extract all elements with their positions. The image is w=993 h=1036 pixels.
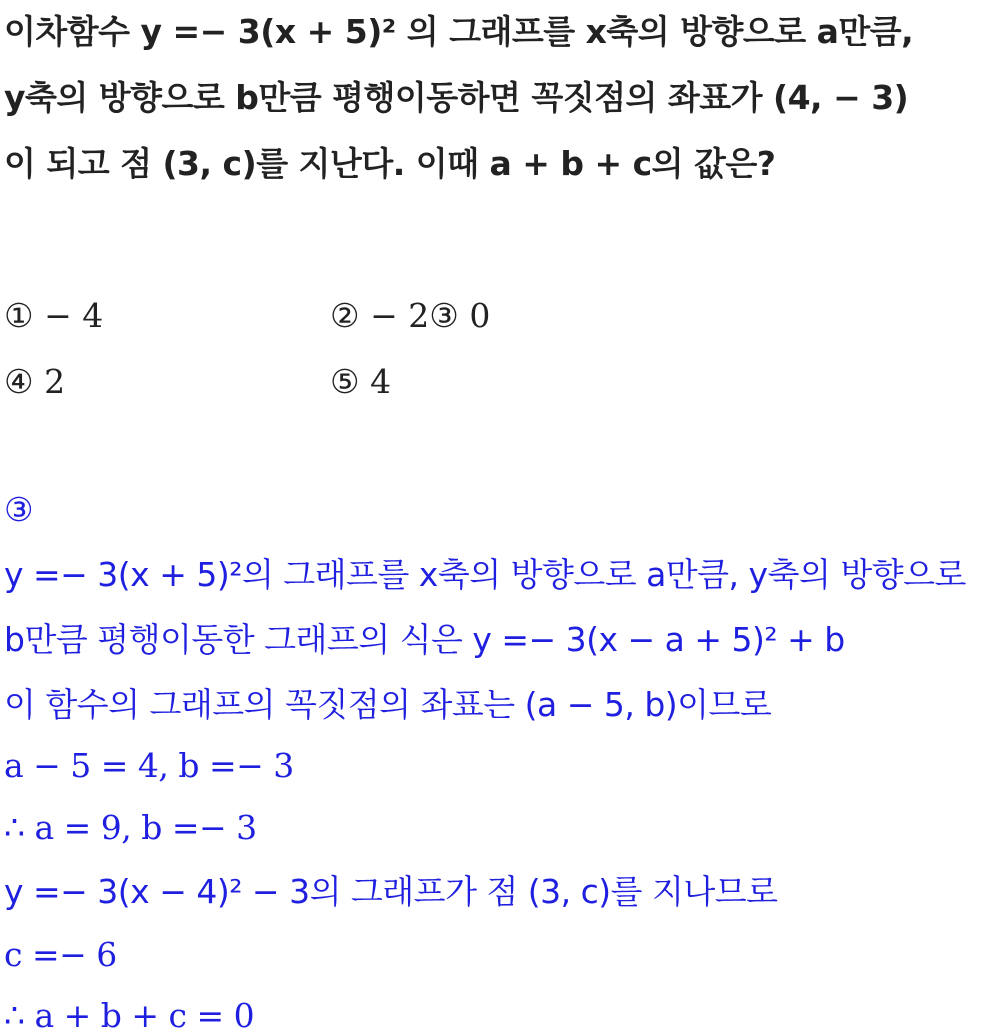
choice-value: 0 bbox=[469, 296, 491, 335]
choice-marker: ④ bbox=[4, 362, 34, 401]
question-line-1: 이차함수 y =− 3(x + 5)² 의 그래프를 x축의 방향으로 a만큼, bbox=[4, 12, 914, 51]
choice-marker: ③ bbox=[429, 296, 459, 335]
choice-value: 4 bbox=[370, 362, 392, 401]
choice-marker: ② bbox=[330, 296, 360, 335]
answer-marker: ③ bbox=[4, 490, 34, 529]
solution-line-5: ∴ a = 9, b =− 3 bbox=[4, 808, 257, 847]
solution-line-4: a − 5 = 4, b =− 3 bbox=[4, 746, 294, 785]
choice-5 bbox=[330, 362, 391, 402]
question-line-3: 이 되고 점 (3, c)를 지난다. 이때 a + b + c의 값은? bbox=[4, 144, 776, 183]
choice-4 bbox=[4, 362, 65, 402]
choice-value: − 2 bbox=[370, 296, 430, 335]
solution-line-7: c =− 6 bbox=[4, 935, 117, 974]
solution-line-2: b만큼 평행이동한 그래프의 식은 y =− 3(x − a + 5)² + b bbox=[4, 620, 845, 659]
choice-value: − 4 bbox=[44, 296, 104, 335]
choice-value: 2 bbox=[44, 362, 66, 401]
choice-2 bbox=[330, 296, 490, 336]
solution-line-3: 이 함수의 그래프의 꼭짓점의 좌표는 (a − 5, b)이므로 bbox=[4, 685, 772, 724]
solution-line-8: ∴ a + b + c = 0 bbox=[4, 996, 255, 1035]
solution-line-6: y =− 3(x − 4)² − 3의 그래프가 점 (3, c)를 지나므로 bbox=[4, 872, 778, 911]
choice-marker: ① bbox=[4, 296, 34, 335]
question-line-2: y축의 방향으로 b만큼 평행이동하면 꼭짓점의 좌표가 (4, − 3) bbox=[4, 78, 909, 117]
solution-line-1: y =− 3(x + 5)²의 그래프를 x축의 방향으로 a만큼, y축의 방향으로 bbox=[4, 555, 966, 594]
choice-marker: ⑤ bbox=[330, 362, 360, 401]
choice-1 bbox=[4, 296, 103, 336]
